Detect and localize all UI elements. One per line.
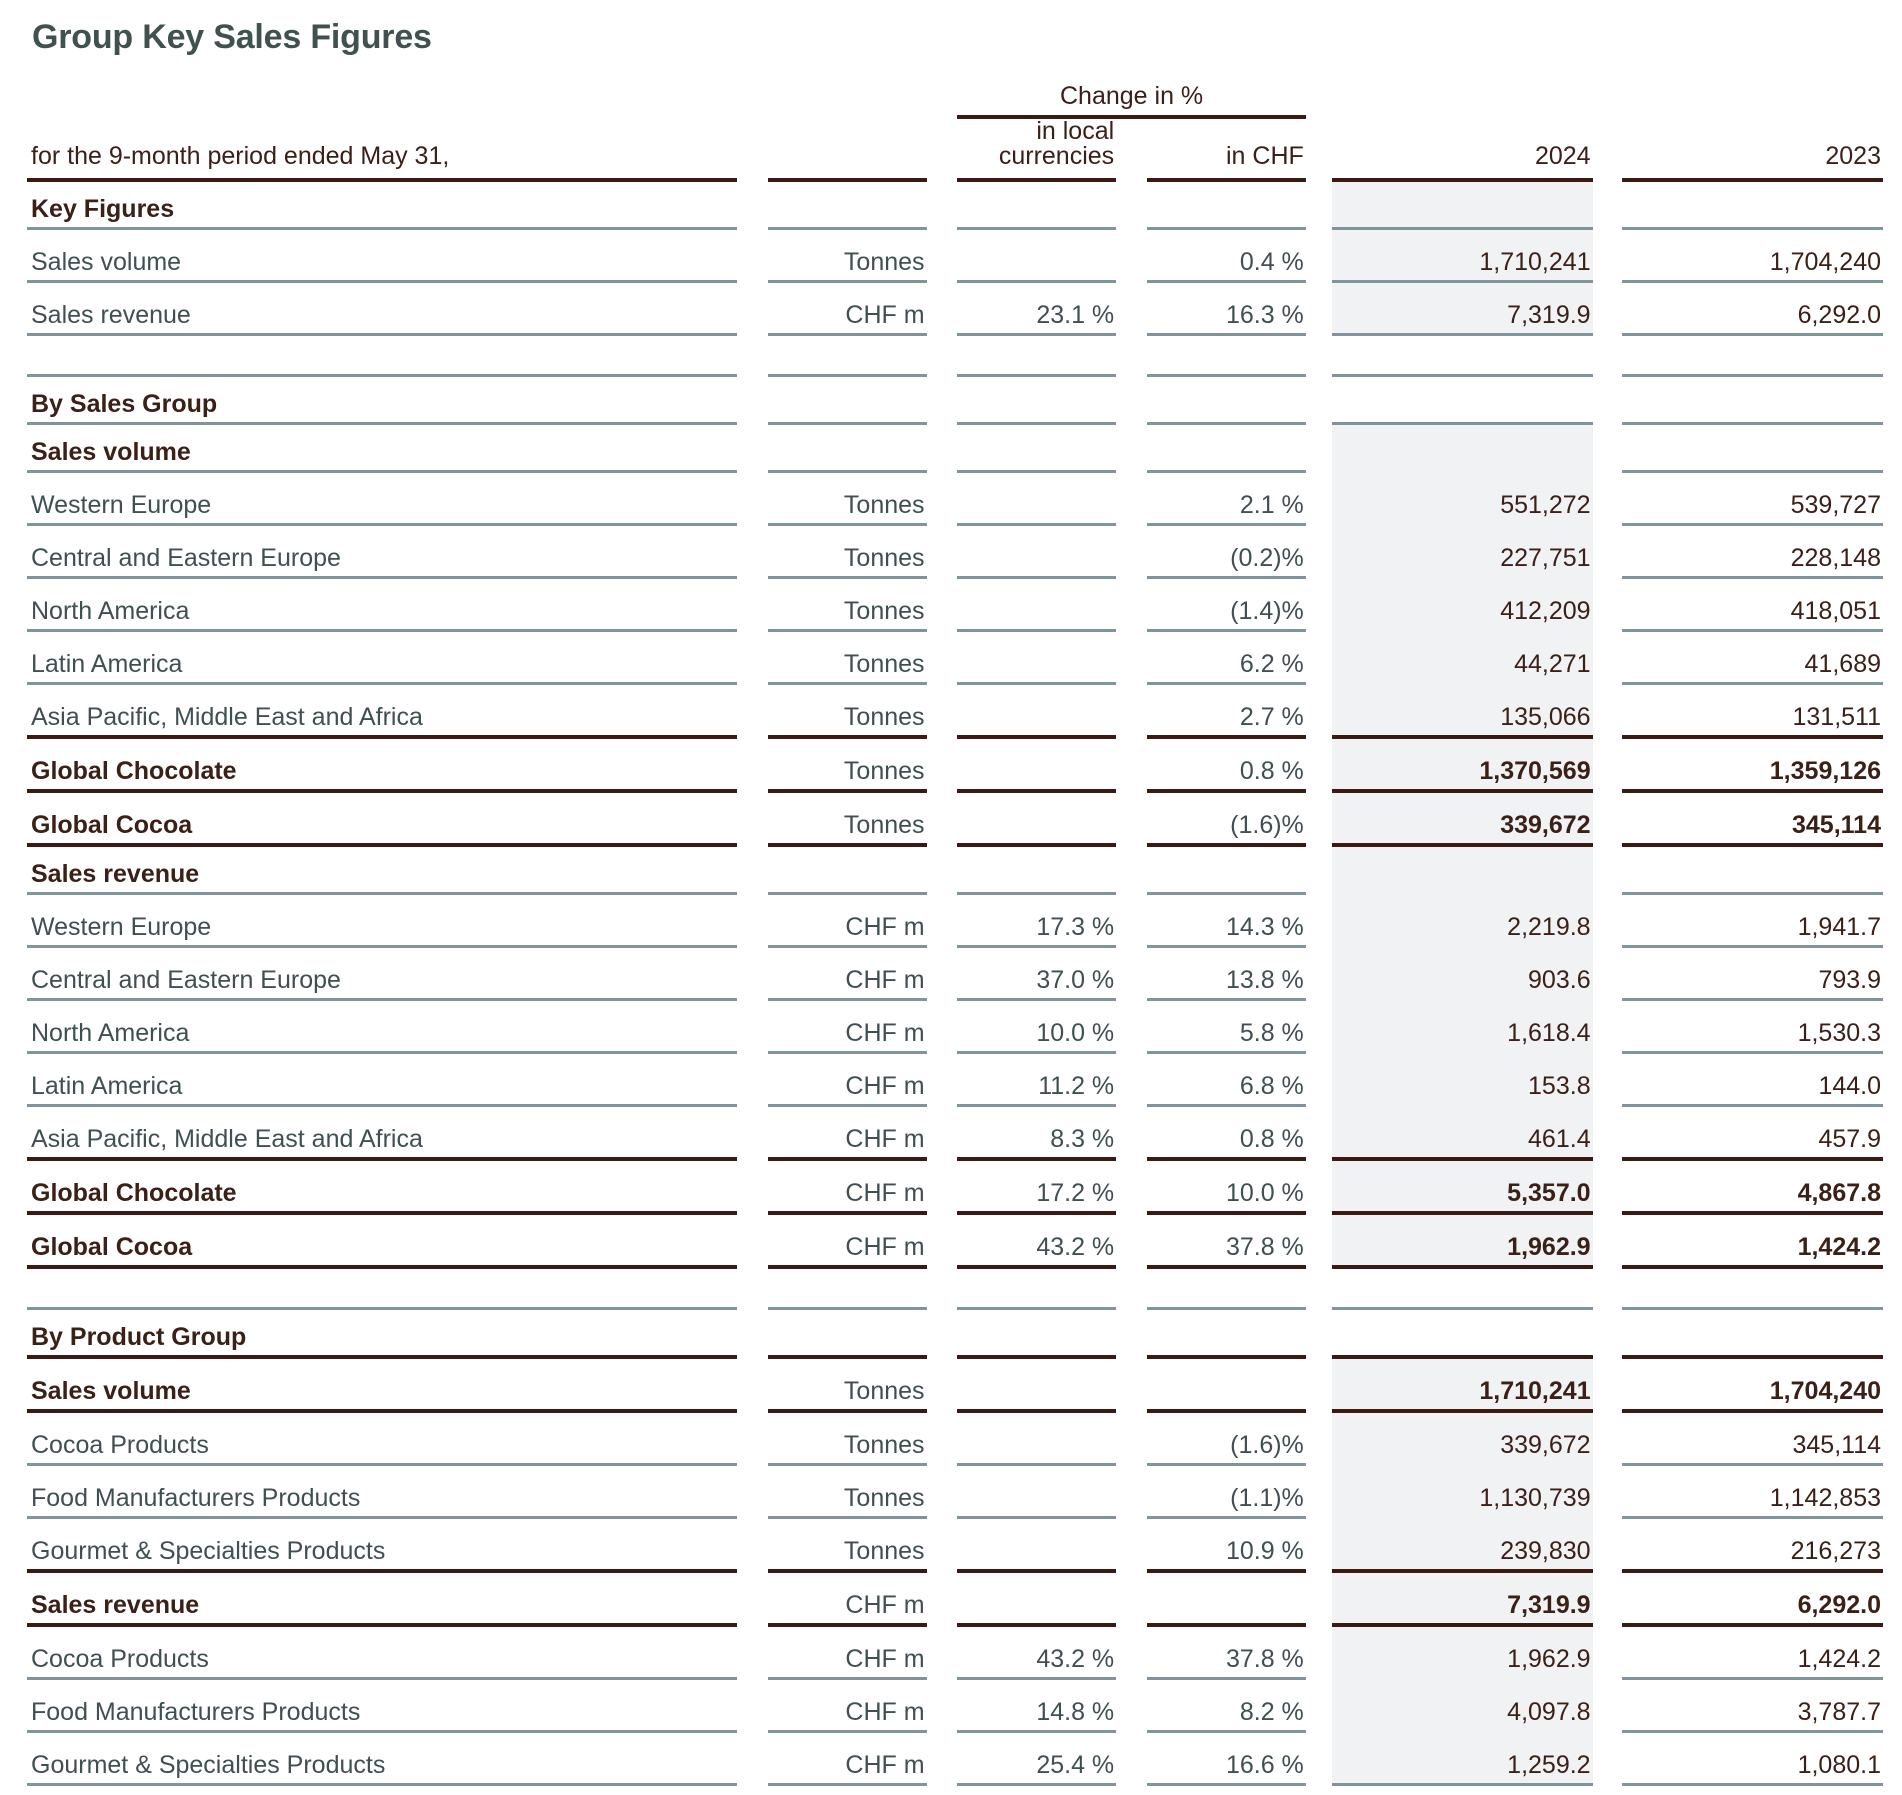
row-value-2023: 793.9 xyxy=(1818,966,1881,994)
row-local-change: 37.0 % xyxy=(1036,966,1115,994)
row-label: Asia Pacific, Middle East and Africa xyxy=(31,1125,423,1153)
row-unit: Tonnes xyxy=(843,1537,925,1565)
section-by-product-group-row xyxy=(27,1310,1883,1355)
row-unit: Tonnes xyxy=(843,491,925,519)
row-chf-change: 6.8 % xyxy=(1239,1072,1304,1100)
row-value-2023: 1,941.7 xyxy=(1797,913,1881,941)
table-row-total xyxy=(27,739,1883,789)
spacer-row xyxy=(27,336,1883,374)
section-key-figures-row xyxy=(27,182,1883,227)
row-label: Central and Eastern Europe xyxy=(31,966,341,994)
row-local-change xyxy=(957,1359,1116,1409)
row-value-2024: 1,710,241 xyxy=(1332,230,1593,280)
table-row-total xyxy=(27,1215,1883,1265)
row-chf-change: 37.8 % xyxy=(1225,1233,1304,1261)
period-label: for the 9-month period ended May 31, xyxy=(31,142,450,170)
table-row xyxy=(27,526,1883,576)
table-row xyxy=(27,895,1883,945)
row-value-2024: 551,272 xyxy=(1332,473,1593,523)
table-row xyxy=(27,473,1883,523)
row-unit: Tonnes xyxy=(843,1377,925,1405)
row-local-change xyxy=(957,632,1116,682)
row-value-2023: 1,142,853 xyxy=(1769,1484,1881,1512)
row-chf-change: (1.6)% xyxy=(1230,811,1304,839)
subsection-sales-volume-row xyxy=(27,425,1883,470)
row-label: Global Chocolate xyxy=(31,757,237,785)
row-value-2024: 44,271 xyxy=(1332,632,1593,682)
row-value-2023: 1,704,240 xyxy=(1769,248,1881,276)
row-chf-change: (1.6)% xyxy=(1230,1431,1304,1459)
row-local-change xyxy=(957,230,1116,280)
row-label: Cocoa Products xyxy=(31,1431,209,1459)
row-unit: CHF m xyxy=(845,1233,925,1261)
row-value-2024: 227,751 xyxy=(1332,526,1593,576)
row-label: Gourmet & Specialties Products xyxy=(31,1537,386,1565)
row-unit: CHF m xyxy=(845,301,925,329)
row-value-2024: 1,618.4 xyxy=(1332,1001,1593,1051)
row-value-2023: 345,114 xyxy=(1792,811,1881,839)
row-value-2023: 144.0 xyxy=(1818,1072,1881,1100)
row-value-2023: 216,273 xyxy=(1790,1537,1881,1565)
row-unit: CHF m xyxy=(845,1019,925,1047)
row-local-change xyxy=(957,526,1116,576)
row-local-change: 43.2 % xyxy=(1036,1233,1115,1261)
row-label: Sales revenue xyxy=(31,1591,200,1619)
year-2024-header: 2024 xyxy=(1534,142,1591,170)
row-label: Asia Pacific, Middle East and Africa xyxy=(31,703,423,731)
table-row xyxy=(27,1733,1883,1783)
row-value-2024: 239,830 xyxy=(1332,1519,1593,1569)
row-local-change xyxy=(957,473,1116,523)
row-unit: CHF m xyxy=(845,966,925,994)
table-row-total xyxy=(27,793,1883,843)
table-row xyxy=(27,1001,1883,1051)
row-unit: CHF m xyxy=(845,1751,925,1779)
subsection-sales-revenue-row xyxy=(27,847,1883,892)
row-chf-change: 0.4 % xyxy=(1239,248,1304,276)
row-chf-change: 16.3 % xyxy=(1225,301,1304,329)
table-row-total xyxy=(27,1359,1883,1409)
row-value-2024: 7,319.9 xyxy=(1332,283,1593,333)
row-local-change xyxy=(957,579,1116,629)
row-value-2023: 1,424.2 xyxy=(1797,1233,1881,1261)
row-chf-change: 8.2 % xyxy=(1239,1698,1304,1726)
table-row xyxy=(27,685,1883,735)
section-key-figures-label: Key Figures xyxy=(31,195,175,223)
column-header-row xyxy=(27,119,1883,178)
in-local-currencies-line1: in local xyxy=(1036,117,1115,145)
row-label: North America xyxy=(31,597,190,625)
row-value-2024: 1,710,241 xyxy=(1332,1359,1593,1409)
row-unit: CHF m xyxy=(845,1591,925,1619)
unit-column-header xyxy=(768,119,927,178)
row-value-2023: 1,359,126 xyxy=(1769,757,1881,785)
row-label: Sales revenue xyxy=(31,301,191,329)
row-local-change: 17.3 % xyxy=(1036,913,1115,941)
row-value-2023: 1,080.1 xyxy=(1797,1751,1881,1779)
table-row xyxy=(27,230,1883,280)
row-value-2024: 2,219.8 xyxy=(1332,895,1593,945)
row-local-change xyxy=(957,793,1116,843)
row-label: Cocoa Products xyxy=(31,1645,209,1673)
row-chf-change: 10.0 % xyxy=(1225,1179,1304,1207)
row-label: Latin America xyxy=(31,1072,183,1100)
row-chf-change: 0.8 % xyxy=(1239,757,1304,785)
section-by-product-group-label: By Product Group xyxy=(31,1323,247,1351)
row-chf-change: 37.8 % xyxy=(1225,1645,1304,1673)
row-value-2023: 418,051 xyxy=(1790,597,1881,625)
row-local-change: 10.0 % xyxy=(1036,1019,1115,1047)
in-local-currencies-header xyxy=(957,119,1116,178)
row-value-2023: 1,424.2 xyxy=(1797,1645,1881,1673)
row-chf-change: 6.2 % xyxy=(1239,650,1304,678)
row-local-change xyxy=(957,685,1116,735)
subsection-sales-volume-label: Sales volume xyxy=(31,438,191,466)
table-row-total xyxy=(27,1161,1883,1211)
row-value-2024: 1,370,569 xyxy=(1332,739,1593,789)
row-local-change: 23.1 % xyxy=(1036,301,1115,329)
row-value-2023: 539,727 xyxy=(1790,491,1881,519)
table-row xyxy=(27,1107,1883,1157)
row-unit: Tonnes xyxy=(843,1484,925,1512)
row-value-2024: 461.4 xyxy=(1332,1107,1593,1157)
row-label: North America xyxy=(31,1019,190,1047)
row-chf-change xyxy=(1147,1359,1306,1409)
row-chf-change: (1.1)% xyxy=(1230,1484,1304,1512)
row-value-2023: 3,787.7 xyxy=(1797,1698,1881,1726)
row-value-2023: 131,511 xyxy=(1792,703,1881,731)
row-unit: Tonnes xyxy=(843,757,925,785)
row-unit: Tonnes xyxy=(843,248,925,276)
row-chf-change: (1.4)% xyxy=(1230,597,1304,625)
section-by-sales-group-row xyxy=(27,377,1883,422)
row-chf-change: 16.6 % xyxy=(1225,1751,1304,1779)
row-value-2024: 4,097.8 xyxy=(1332,1680,1593,1730)
row-value-2024: 5,357.0 xyxy=(1332,1161,1593,1211)
table-row xyxy=(27,1054,1883,1104)
row-local-change xyxy=(957,1573,1116,1623)
row-unit: Tonnes xyxy=(843,597,925,625)
row-value-2024: 903.6 xyxy=(1332,948,1593,998)
row-chf-change xyxy=(1147,1573,1306,1623)
table-row xyxy=(27,1519,1883,1569)
row-chf-change: 2.1 % xyxy=(1239,491,1304,519)
row-value-2024: 1,259.2 xyxy=(1332,1733,1593,1783)
table-row xyxy=(27,632,1883,682)
table-row xyxy=(27,1627,1883,1677)
row-unit: CHF m xyxy=(845,1072,925,1100)
row-value-2023: 457.9 xyxy=(1818,1125,1881,1153)
row-value-2023: 1,530.3 xyxy=(1797,1019,1881,1047)
row-local-change: 8.3 % xyxy=(1050,1125,1115,1153)
row-value-2023: 4,867.8 xyxy=(1797,1179,1881,1207)
page-title: Group Key Sales Figures xyxy=(32,18,432,56)
row-unit: CHF m xyxy=(845,1179,925,1207)
row-label: Global Chocolate xyxy=(31,1179,237,1207)
row-value-2023: 1,704,240 xyxy=(1769,1377,1881,1405)
row-unit: CHF m xyxy=(845,1125,925,1153)
row-chf-change: 10.9 % xyxy=(1225,1537,1304,1565)
section-by-sales-group-label: By Sales Group xyxy=(31,390,218,418)
row-unit: Tonnes xyxy=(843,703,925,731)
row-value-2023: 345,114 xyxy=(1792,1431,1881,1459)
table-row xyxy=(27,579,1883,629)
row-local-change: 17.2 % xyxy=(1036,1179,1115,1207)
row-value-2024: 339,672 xyxy=(1332,1413,1593,1463)
year-2023-header: 2023 xyxy=(1825,142,1881,170)
row-label: Sales volume xyxy=(31,1377,191,1405)
row-local-change xyxy=(957,1413,1116,1463)
row-label: Western Europe xyxy=(31,913,212,941)
table-bottom-rule xyxy=(27,1783,1883,1786)
row-chf-change: (0.2)% xyxy=(1230,544,1304,572)
row-unit: CHF m xyxy=(845,1698,925,1726)
row-value-2024: 1,130,739 xyxy=(1332,1466,1593,1516)
row-value-2024: 412,209 xyxy=(1332,579,1593,629)
row-local-change xyxy=(957,1519,1116,1569)
table-row xyxy=(27,1413,1883,1463)
row-local-change: 11.2 % xyxy=(1038,1072,1115,1100)
row-value-2023: 228,148 xyxy=(1790,544,1881,572)
row-local-change: 14.8 % xyxy=(1036,1698,1115,1726)
group-key-sales-figures-table xyxy=(27,84,1883,1786)
row-value-2023: 6,292.0 xyxy=(1797,301,1881,329)
row-unit: Tonnes xyxy=(843,650,925,678)
table-row-total xyxy=(27,1573,1883,1623)
row-value-2024: 1,962.9 xyxy=(1332,1627,1593,1677)
table-row xyxy=(27,1680,1883,1730)
row-label: Latin America xyxy=(31,650,183,678)
table-row xyxy=(27,948,1883,998)
table-row xyxy=(27,283,1883,333)
row-value-2023: 6,292.0 xyxy=(1797,1591,1881,1619)
row-label: Food Manufacturers Products xyxy=(31,1484,361,1512)
row-chf-change: 13.8 % xyxy=(1225,966,1304,994)
row-unit: Tonnes xyxy=(843,811,925,839)
row-chf-change: 2.7 % xyxy=(1239,703,1304,731)
row-label: Food Manufacturers Products xyxy=(31,1698,361,1726)
row-chf-change: 0.8 % xyxy=(1239,1125,1304,1153)
row-value-2024: 1,962.9 xyxy=(1332,1215,1593,1265)
row-chf-change: 5.8 % xyxy=(1239,1019,1304,1047)
subsection-sales-revenue-label: Sales revenue xyxy=(31,860,200,888)
in-local-currencies-line2: currencies xyxy=(998,142,1115,170)
change-in-pct-header-row xyxy=(27,84,1883,115)
row-label: Global Cocoa xyxy=(31,811,193,839)
row-value-2023: 41,689 xyxy=(1804,650,1881,678)
row-unit: Tonnes xyxy=(843,1431,925,1459)
change-in-pct-label: Change in % xyxy=(1060,82,1204,110)
row-chf-change: 14.3 % xyxy=(1225,913,1304,941)
row-unit: Tonnes xyxy=(843,544,925,572)
row-label: Central and Eastern Europe xyxy=(31,544,341,572)
row-label: Global Cocoa xyxy=(31,1233,193,1261)
table-row xyxy=(27,1466,1883,1516)
row-value-2024: 153.8 xyxy=(1332,1054,1593,1104)
row-local-change: 25.4 % xyxy=(1036,1751,1115,1779)
row-value-2024: 135,066 xyxy=(1332,685,1593,735)
row-value-2024: 339,672 xyxy=(1332,793,1593,843)
spacer-row xyxy=(27,1269,1883,1307)
row-label: Sales volume xyxy=(31,248,182,276)
row-label: Western Europe xyxy=(31,491,212,519)
row-unit: CHF m xyxy=(845,913,925,941)
row-local-change xyxy=(957,739,1116,789)
in-chf-header: in CHF xyxy=(1226,142,1304,170)
row-label: Gourmet & Specialties Products xyxy=(31,1751,386,1779)
row-local-change: 43.2 % xyxy=(1036,1645,1115,1673)
row-local-change xyxy=(957,1466,1116,1516)
row-unit: CHF m xyxy=(845,1645,925,1673)
row-value-2024: 7,319.9 xyxy=(1332,1573,1593,1623)
